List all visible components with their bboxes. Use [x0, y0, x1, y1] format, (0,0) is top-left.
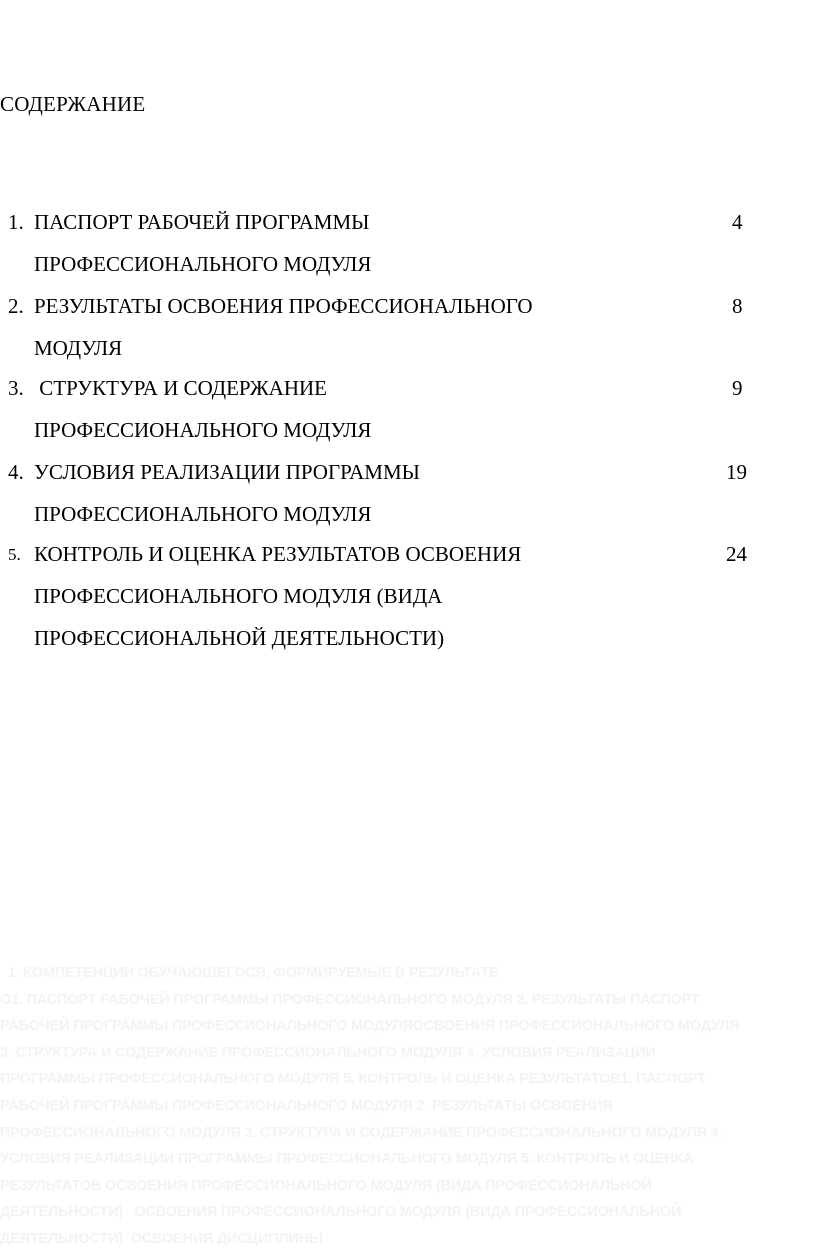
toc-item-title-line: ПРОФЕССИОНАЛЬНОГО МОДУЛЯ	[34, 502, 372, 526]
toc-item-page: 24	[726, 542, 747, 566]
hidden-text-line: 3. СТРУКТУРА И СОДЕРЖАНИЕ ПРОФЕССИОНАЛЬНОГО МОДУЛЯ 4. УСЛОВИЯ РЕАЛИЗАЦИИ	[0, 1044, 656, 1061]
hidden-text-line: УСЛОВИЯ РЕАЛИЗАЦИИ ПРОГРАММЫ ПРОФЕССИОНАЛЬНОГО МОДУЛЯ 5. КОНТРОЛЬ И ОЦЕНКА	[0, 1151, 694, 1168]
toc-item-title-line: УСЛОВИЯ РЕАЛИЗАЦИИ ПРОГРАММЫ	[34, 460, 420, 484]
document-heading: СОДЕРЖАНИЕ	[0, 92, 146, 116]
toc-item-page: 19	[726, 460, 747, 484]
toc-item-number: 5.	[8, 545, 21, 564]
hidden-text-line: О1. ПАСПОРТ РАБОЧЕЙ ПРОГРАММЫ ПРОФЕССИОНАЛЬНОГО МОДУЛЯ 2. РЕЗУЛЬТАТЫ ПАСПОРТ	[0, 991, 700, 1008]
hidden-text-line: ПРОФЕССИОНАЛЬНОГО МОДУЛЯ 3. СТРУКТУРА И СОДЕРЖАНИЕ ПРОФЕССИОНАЛЬНОГО МОДУЛЯ 4.	[0, 1124, 723, 1141]
hidden-text-line: 1. КОМПЕТЕНЦИИ ОБУЧАЮЩЕГОСЯ, ФОРМИРУЕМЫЕ В РЕЗУЛЬТАТЕ	[0, 965, 499, 981]
toc-item-page: 4	[732, 210, 743, 234]
hidden-text-line: ДЕЯТЕЛЬНОСТИ) ОСВОЕНИЯ ПРОФЕССИОНАЛЬНОГО МОДУЛЯ (ВИДА ПРОФЕССИОНАЛЬНОЙ	[0, 1204, 682, 1221]
toc-item-number: 3.	[8, 376, 24, 400]
toc-item-number: 4.	[8, 460, 24, 484]
toc-item-title-line: РЕЗУЛЬТАТЫ ОСВОЕНИЯ ПРОФЕССИОНАЛЬНОГО	[34, 294, 533, 318]
toc-item-title-line: СТРУКТУРА И СОДЕРЖАНИЕ	[34, 376, 327, 400]
toc-item-number: 2.	[8, 294, 24, 318]
hidden-text-line: ПРОГРАММЫ ПРОФЕССИОНАЛЬНОГО МОДУЛЯ 5. КОНТРОЛЬ И ОЦЕНКА РЕЗУЛЬТАТОВ1. ПАСПОРТ	[0, 1071, 706, 1088]
toc-item-title-line: ПАСПОРТ РАБОЧЕЙ ПРОГРАММЫ	[34, 210, 370, 234]
toc-item-title-line: ПРОФЕССИОНАЛЬНОГО МОДУЛЯ	[34, 252, 372, 276]
hidden-text-block	[0, 960, 816, 1247]
hidden-text-line: ДЕЯТЕЛЬНОСТИ) ОСВОЕНИЯ ДИСЦИПЛИНЫ	[0, 1230, 323, 1247]
toc-item-title-line: ПРОФЕССИОНАЛЬНОГО МОДУЛЯ (ВИДА	[34, 584, 443, 608]
hidden-text-line: РЕЗУЛЬТАТОВ ОСВОЕНИЯ ПРОФЕССИОНАЛЬНОГО МОДУЛЯ (ВИДА ПРОФЕССИОНАЛЬНОЙ	[0, 1177, 652, 1194]
toc-item-title-line: МОДУЛЯ	[34, 336, 123, 360]
toc-item-number: 1.	[8, 210, 24, 234]
toc-item-page: 8	[732, 294, 743, 318]
hidden-text-line: РАБОЧЕЙ ПРОГРАММЫ ПРОФЕССИОНАЛЬНОГО МОДУЛЯ 2. РЕЗУЛЬТАТЫ ОСВОЕНИЯ	[0, 1097, 613, 1114]
hidden-text-line: РАБОЧЕЙ ПРОГРАММЫ ПРОФЕССИОНАЛЬНОГО МОДУЛЯОСВОЕНИЯ ПРОФЕССИОНАЛЬНОГО МОДУЛЯ	[0, 1018, 740, 1035]
toc-item-title-line: ПРОФЕССИОНАЛЬНОГО МОДУЛЯ	[34, 418, 372, 442]
toc-item-title-line: КОНТРОЛЬ И ОЦЕНКА РЕЗУЛЬТАТОВ ОСВОЕНИЯ	[34, 542, 522, 566]
toc-item-page: 9	[732, 376, 743, 400]
toc-item-title-line: ПРОФЕССИОНАЛЬНОЙ ДЕЯТЕЛЬНОСТИ)	[34, 626, 445, 650]
